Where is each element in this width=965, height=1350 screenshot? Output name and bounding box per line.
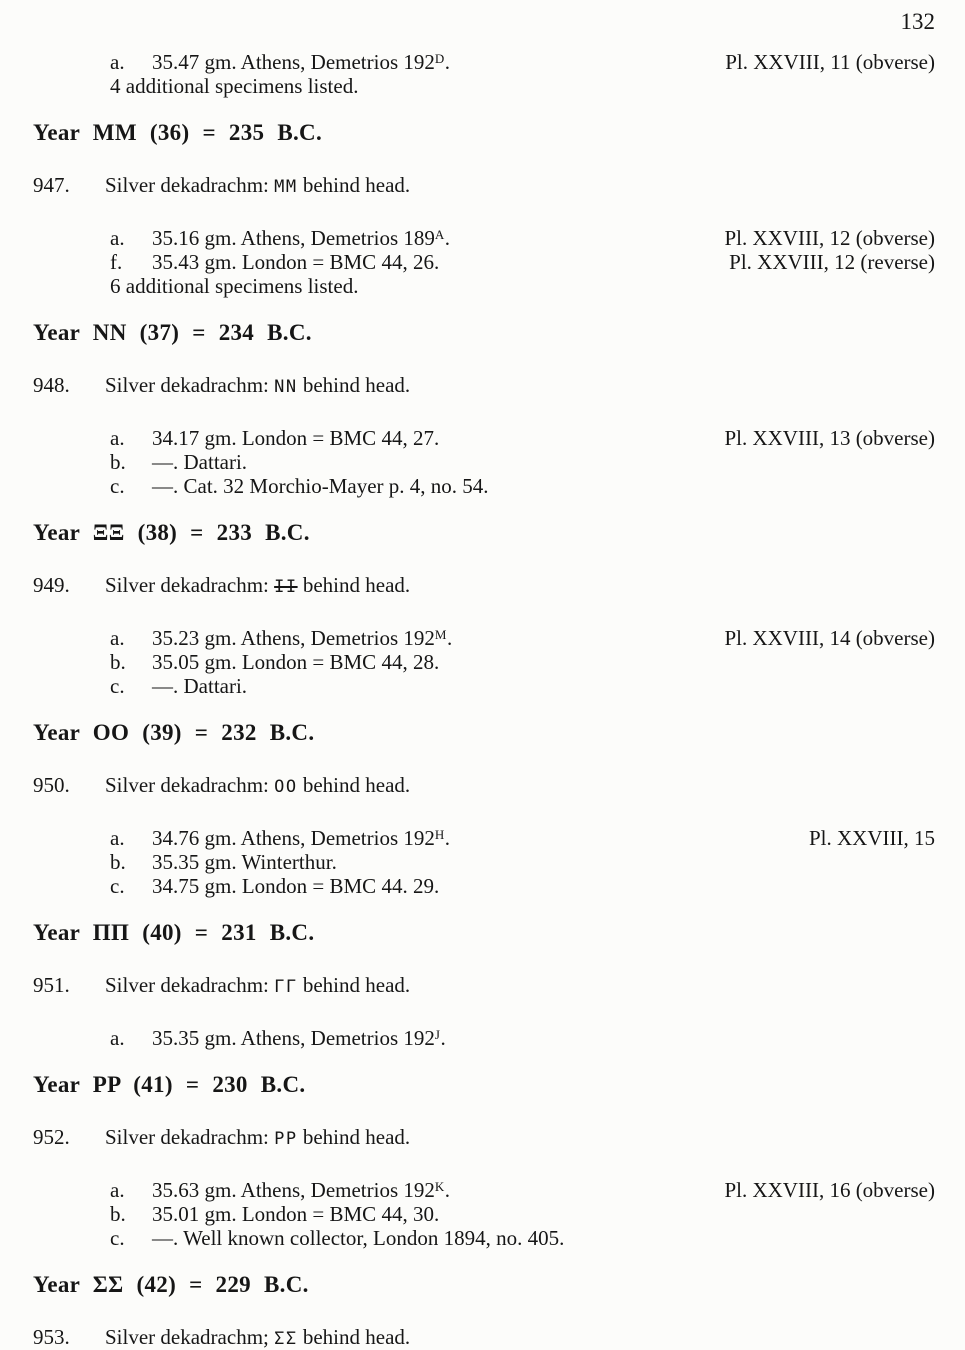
specimen-text-main: 35.35 gm. Winterthur.: [152, 850, 337, 874]
page-number: 132: [900, 9, 935, 34]
mint-mark-glyph: ΙΙ: [274, 577, 298, 597]
specimen-row: [110, 826, 935, 850]
specimen-list: [110, 626, 935, 698]
specimen-letter: a.: [110, 1178, 125, 1202]
collection-superscript: J: [434, 1027, 441, 1042]
mint-mark-glyph: PP: [274, 1129, 298, 1149]
entry-line: [33, 1325, 935, 1350]
specimen-text: [152, 826, 450, 850]
entry-line: [33, 973, 935, 999]
specimen-row: [110, 250, 935, 274]
year-heading: Year ΞΞ (38) = 233 B.C.: [33, 520, 310, 545]
entry-number: 950.: [33, 773, 70, 797]
entry-description-post: behind head.: [297, 373, 411, 397]
year-heading: Year MM (36) = 235 B.C.: [33, 120, 323, 145]
specimen-row: [110, 1178, 935, 1202]
entry-description: [105, 1125, 410, 1151]
plate-reference: Pl. XXVIII, 11 (obverse): [725, 50, 935, 74]
specimen-list: [110, 50, 935, 98]
mint-mark-glyph: ΓΓ: [274, 977, 298, 997]
specimen-text-main: 34.76 gm. Athens, Demetrios 192: [152, 826, 435, 850]
year-heading: Year NN (37) = 234 B.C.: [33, 320, 312, 345]
specimen-row: [110, 650, 935, 674]
collection-superscript: M: [434, 627, 447, 642]
specimen-text: [152, 450, 247, 474]
specimen-text-main: —. Well known collector, London 1894, no. 405.: [152, 1226, 565, 1250]
plate-reference: Pl. XXVIII, 15: [809, 826, 935, 850]
entry-description-pre: Silver dekadrachm:: [105, 173, 275, 197]
entry-description-pre: Silver dekadrachm;: [105, 1325, 275, 1349]
entry-number: 952.: [33, 1125, 70, 1149]
specimen-letter: a.: [110, 826, 125, 850]
specimen-text-main: 35.47 gm. Athens, Demetrios 192: [152, 50, 435, 74]
entry-description-pre: Silver dekadrachm:: [105, 773, 275, 797]
specimen-letter: a.: [110, 1026, 125, 1050]
specimen-row: [110, 426, 935, 450]
specimen-row: [110, 874, 935, 898]
entry-description-post: behind head.: [297, 1125, 411, 1149]
specimen-text: [152, 1226, 564, 1250]
specimen-text: [152, 1026, 446, 1050]
catalog-section: [33, 120, 935, 298]
mint-mark-glyph: ΣΣ: [274, 1329, 298, 1349]
specimen-text: [152, 850, 337, 874]
specimen-letter: b.: [110, 450, 126, 474]
catalog-section: [33, 50, 935, 98]
specimen-list: [110, 826, 935, 898]
specimen-row: [110, 474, 935, 498]
entry-description-post: behind head.: [297, 1325, 411, 1349]
specimen-letter: f.: [110, 250, 123, 274]
entry-description: [105, 373, 410, 399]
specimen-row: [110, 674, 935, 698]
entry-description-post: behind head.: [297, 773, 411, 797]
year-heading: Year ΣΣ (42) = 229 B.C.: [33, 1272, 309, 1297]
specimen-row: [110, 1226, 935, 1250]
catalog-section: [33, 920, 935, 1050]
specimen-list: [110, 426, 935, 498]
entry-description-pre: Silver dekadrachm:: [105, 973, 275, 997]
specimen-text-main: 35.63 gm. Athens, Demetrios 192: [152, 1178, 435, 1202]
specimen-text-main: 35.05 gm. London = BMC 44, 28.: [152, 650, 440, 674]
collection-superscript: A: [434, 227, 445, 242]
catalog-section: [33, 720, 935, 898]
specimen-text: [152, 250, 439, 274]
specimen-letter: b.: [110, 850, 126, 874]
entry-description-pre: Silver dekadrachm:: [105, 573, 275, 597]
catalog-section: [33, 1072, 935, 1250]
plate-reference: Pl. XXVIII, 12 (obverse): [724, 226, 935, 250]
collection-superscript: K: [434, 1179, 445, 1194]
entry-line: [33, 1125, 935, 1151]
specimen-text-tail: .: [444, 50, 451, 74]
entry-line: [33, 773, 935, 799]
specimen-letter: a.: [110, 426, 125, 450]
entry-description-post: behind head.: [297, 173, 411, 197]
specimen-row: [110, 226, 935, 250]
specimen-text-main: 34.17 gm. London = BMC 44, 27.: [152, 426, 440, 450]
plate-reference: Pl. XXVIII, 14 (obverse): [724, 626, 935, 650]
specimen-row: [110, 50, 935, 74]
entry-description-pre: Silver dekadrachm:: [105, 1125, 275, 1149]
specimen-letter: c.: [110, 1226, 125, 1250]
specimen-text: [152, 426, 439, 450]
specimen-letter: c.: [110, 674, 125, 698]
plate-reference: Pl. XXVIII, 12 (reverse): [729, 250, 935, 274]
specimen-text: [152, 1202, 439, 1226]
specimen-letter: b.: [110, 650, 126, 674]
specimen-letter: c.: [110, 874, 125, 898]
specimen-text-main: —. Dattari.: [152, 450, 248, 474]
specimen-text: [152, 226, 450, 250]
catalog-section: [33, 320, 935, 498]
specimen-text: [152, 50, 450, 74]
entry-description: [105, 973, 410, 999]
specimen-row: [110, 850, 935, 874]
year-heading: Year PP (41) = 230 B.C.: [33, 1072, 306, 1097]
specimen-text-main: 35.16 gm. Athens, Demetrios 189: [152, 226, 435, 250]
entry-line: [33, 173, 935, 199]
plate-reference: Pl. XXVIII, 13 (obverse): [724, 426, 935, 450]
entry-description: [105, 173, 410, 199]
specimen-list: [110, 226, 935, 298]
specimen-letter: b.: [110, 1202, 126, 1226]
mint-mark-glyph: MM: [274, 177, 298, 197]
specimen-row: [110, 450, 935, 474]
catalog-section: [33, 1272, 935, 1350]
entry-description: [105, 573, 410, 599]
entry-number: 947.: [33, 173, 70, 197]
specimen-text-main: —. Cat. 32 Morchio-Mayer p. 4, no. 54.: [152, 474, 489, 498]
year-heading: Year OO (39) = 232 B.C.: [33, 720, 315, 745]
specimen-letter: a.: [110, 226, 125, 250]
specimen-text: [152, 1178, 450, 1202]
specimen-text: [152, 650, 439, 674]
entry-description-pre: Silver dekadrachm:: [105, 373, 275, 397]
entry-description-post: behind head.: [297, 973, 411, 997]
specimen-text-tail: .: [444, 826, 451, 850]
specimen-text-main: 35.23 gm. Athens, Demetrios 192: [152, 626, 435, 650]
specimen-text-main: —. Dattari.: [152, 674, 248, 698]
additional-specimens-note: 6 additional specimens listed.: [110, 274, 359, 298]
specimen-text-tail: .: [444, 226, 451, 250]
entry-description: [105, 773, 410, 799]
entry-number: 948.: [33, 373, 70, 397]
mint-mark-glyph: OO: [274, 777, 298, 797]
catalog-section: [33, 520, 935, 698]
specimen-letter: a.: [110, 626, 125, 650]
specimen-text-main: 35.01 gm. London = BMC 44, 30.: [152, 1202, 440, 1226]
specimen-letter: c.: [110, 474, 125, 498]
collection-superscript: D: [434, 51, 445, 66]
specimen-row: [110, 1026, 935, 1050]
specimen-letter: a.: [110, 50, 125, 74]
mint-mark-glyph: NN: [274, 377, 298, 397]
specimen-text: [152, 474, 489, 498]
specimen-list: [110, 1178, 935, 1250]
additional-specimens-note: 4 additional specimens listed.: [110, 74, 359, 98]
entry-line: [33, 573, 935, 599]
specimen-text-main: 35.35 gm. Athens, Demetrios 192: [152, 1026, 435, 1050]
specimen-text-tail: .: [446, 626, 453, 650]
specimen-text-main: 34.75 gm. London = BMC 44. 29.: [152, 874, 440, 898]
specimen-list: [110, 1026, 935, 1050]
specimen-text-tail: .: [444, 1178, 451, 1202]
specimen-text: [152, 674, 247, 698]
specimen-row: [110, 1202, 935, 1226]
collection-superscript: H: [434, 827, 445, 842]
specimen-text: [152, 626, 452, 650]
entry-description-post: behind head.: [297, 573, 411, 597]
specimen-text: [152, 874, 439, 898]
entry-number: 953.: [33, 1325, 70, 1349]
plate-reference: Pl. XXVIII, 16 (obverse): [724, 1178, 935, 1202]
entry-number: 949.: [33, 573, 70, 597]
specimen-text-tail: .: [440, 1026, 446, 1050]
entry-description: [105, 1325, 410, 1350]
entry-number: 951.: [33, 973, 70, 997]
specimen-row: [110, 626, 935, 650]
entry-line: [33, 373, 935, 399]
year-heading: Year ΠΠ (40) = 231 B.C.: [33, 920, 315, 945]
specimen-text-main: 35.43 gm. London = BMC 44, 26.: [152, 250, 440, 274]
